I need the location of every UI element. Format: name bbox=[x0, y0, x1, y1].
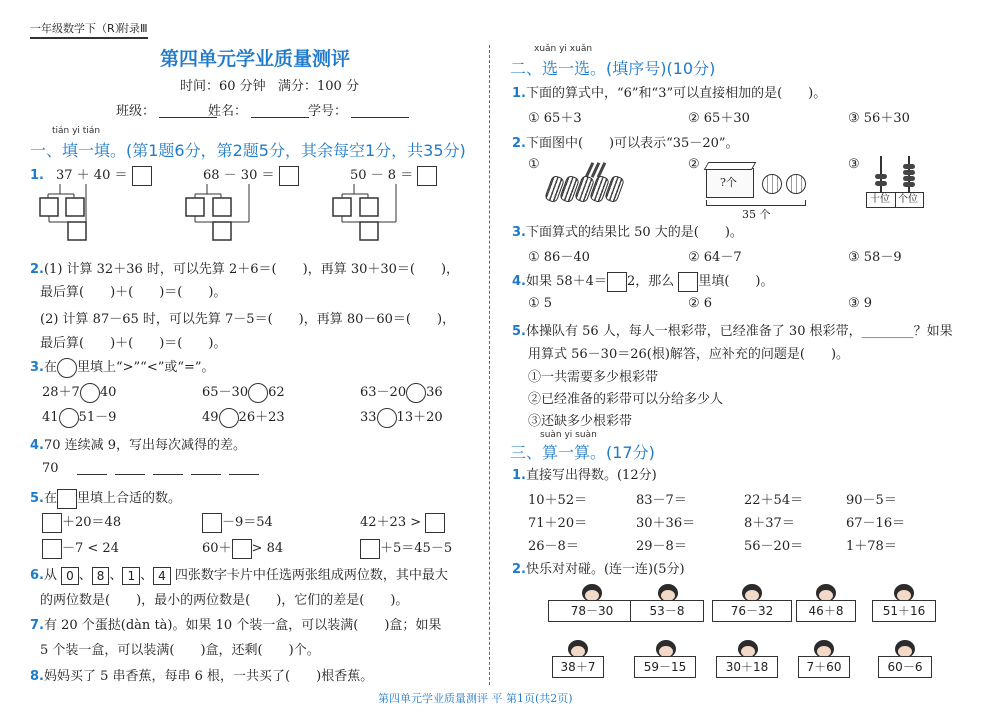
s2-q1-opt[interactable]: ① 65＋3 bbox=[528, 111, 582, 126]
q3-item: 65－30 62 bbox=[202, 381, 285, 403]
q1-number: 1. bbox=[30, 168, 44, 183]
s2-q5-line-1: 5.体操队有 56 人，每人一根彩带，已经准备了 30 根彩带，________？如果 bbox=[512, 324, 953, 339]
s2-q2-opt-1[interactable]: ① bbox=[528, 157, 540, 172]
s2-q5-opt[interactable]: ①一共需要多少根彩带 bbox=[528, 370, 659, 385]
corn-picture bbox=[548, 162, 623, 206]
q2-line-1: 2.(1) 计算 32＋36 时，可以先算 2＋6＝( )，再算 30＋30＝( )， bbox=[30, 262, 460, 277]
q1-split-diagram-2 bbox=[183, 182, 253, 244]
s2-q2: 2.下面图中( )可以表示“35－20”。 bbox=[512, 136, 739, 151]
q3-item: 28＋7 40 bbox=[42, 381, 116, 403]
s3-q2: 2.快乐对对碰。(连一连)(5分) bbox=[512, 562, 685, 577]
q5-prompt: 5.在 里填上合适的数。 bbox=[30, 487, 181, 509]
q5-item: 42＋23 > bbox=[360, 511, 445, 533]
q5-item: 60＋ > 84 bbox=[202, 537, 283, 559]
s2-q3-opt[interactable]: ② 64－7 bbox=[688, 250, 742, 265]
meta-class: 班级： bbox=[116, 100, 221, 119]
page-title: 第四单元学业质量测评 bbox=[160, 48, 351, 70]
calc-item: 83－7＝ bbox=[636, 493, 687, 508]
tens-label: 十位 bbox=[870, 194, 890, 205]
sec2-pinyin: xuǎn yi xuǎn bbox=[534, 44, 593, 54]
meta-time: 时间：60 分钟 bbox=[180, 79, 266, 94]
q2-line-3: (2) 计算 87－65 时，可以先算 7－5＝( )，再算 80－60＝( )， bbox=[40, 312, 456, 327]
q7-line-1: 7.有 20 个蛋挞(dàn tà)。如果 10 个装一盒，可以装满( )盒；如果 bbox=[30, 618, 442, 633]
s2-q3: 3.下面算式的结果比 50 大的是( )。 bbox=[512, 225, 743, 240]
header-series: 一年级数学下（R） bbox=[30, 22, 126, 35]
meta-name: 姓名： bbox=[208, 100, 313, 119]
s2-q5-opt[interactable]: ②已经准备的彩带可以分给多少人 bbox=[528, 392, 724, 407]
calc-item: 26－8＝ bbox=[528, 539, 579, 554]
match-top-card[interactable]: 53－8 bbox=[630, 584, 704, 624]
s2-q5-opt[interactable]: ③还缺多少根彩带 bbox=[528, 414, 633, 429]
match-bottom-card[interactable]: 7＋60 bbox=[798, 640, 850, 680]
digit-card: 4 bbox=[153, 567, 171, 585]
calc-item: 1＋78＝ bbox=[846, 539, 897, 554]
box-unknown-label: ?个 bbox=[720, 176, 737, 189]
calc-item: 67－16＝ bbox=[846, 516, 906, 531]
calc-item: 29－8＝ bbox=[636, 539, 687, 554]
q3-item: 33 13＋20 bbox=[360, 406, 443, 428]
digit-card: 1 bbox=[122, 567, 140, 585]
q4-blanks: 70 bbox=[42, 461, 263, 476]
meta-score: 满分：100 分 bbox=[278, 79, 359, 94]
match-top-card[interactable]: 76－32 bbox=[712, 584, 792, 624]
s2-q5-line-2: 用算式 56－30＝26(根)解答，应补充的问题是( )。 bbox=[528, 347, 850, 362]
s2-q4-opt[interactable]: ② 6 bbox=[688, 296, 713, 311]
s2-q4-opt[interactable]: ① 5 bbox=[528, 296, 553, 311]
s2-q2-opt-3[interactable]: ③ bbox=[848, 157, 860, 172]
q1-split-diagram-1 bbox=[38, 182, 98, 244]
q3-item: 63－20 36 bbox=[360, 381, 443, 403]
abacus-picture bbox=[866, 152, 926, 212]
q7-line-2: 5 个装一盒，可以装满( )盒，还剩( )个。 bbox=[40, 643, 320, 658]
q5-item: －9＝54 bbox=[202, 511, 273, 533]
s2-q2-opt-2[interactable]: ② bbox=[688, 157, 700, 172]
sec3-pinyin: suàn yi suàn bbox=[540, 430, 597, 440]
sec1-title: 一、填一填。(第1题6分，第2题5分，其余每空1分，共35分) bbox=[30, 141, 466, 160]
q3-prompt: 3.在 里填上“>”“<”或“=”。 bbox=[30, 356, 215, 378]
match-bottom-card[interactable]: 30＋18 bbox=[716, 640, 778, 680]
header-appendix: 附录Ⅲ bbox=[118, 22, 148, 35]
sec1-pinyin: tián yi tián bbox=[52, 126, 101, 136]
ones-label: 个位 bbox=[898, 194, 918, 205]
sec2-title: 二、选一选。(填序号)(10分) bbox=[510, 59, 716, 78]
q6-line-2: 的两位数是( )，最小的两位数是( )，它们的差是( )。 bbox=[40, 593, 409, 608]
digit-card: 0 bbox=[61, 567, 79, 585]
calc-item: 71＋20＝ bbox=[528, 516, 588, 531]
brace-label: 35 个 bbox=[742, 208, 771, 221]
sec3-title: 三、算一算。(17分) bbox=[510, 443, 655, 462]
q5-item: ＋5＝45－5 bbox=[360, 537, 452, 559]
meta-id: 学号： bbox=[308, 100, 413, 119]
match-bottom-card[interactable]: 38＋7 bbox=[552, 640, 604, 680]
match-top-card[interactable]: 78－30 bbox=[548, 584, 636, 624]
s2-q4: 4.如果 58＋4＝ 2，那么 里填( )。 bbox=[512, 270, 774, 292]
q3-item: 49 26＋23 bbox=[202, 406, 285, 428]
q1-expr-1: 37 ＋ 40 ＝ bbox=[56, 164, 152, 186]
match-top-card[interactable]: 46＋8 bbox=[796, 584, 856, 624]
q1-expr-2: 68 － 30 ＝ bbox=[203, 164, 299, 186]
s3-q1: 1.直接写出得数。(12分) bbox=[512, 468, 657, 483]
q1-split-diagram-3 bbox=[330, 182, 400, 244]
calc-item: 22＋54＝ bbox=[744, 493, 804, 508]
q6-line-1: 6.从 0 、 8 、 1 、 4 四张数字卡片中任选两张组成两位数，其中最大 bbox=[30, 568, 448, 583]
calc-item: 8＋37＝ bbox=[744, 516, 795, 531]
q3-item: 41 51－9 bbox=[42, 406, 116, 428]
calc-item: 90－5＝ bbox=[846, 493, 897, 508]
q2-line-2: 最后算( )＋( )＝( )。 bbox=[40, 285, 227, 300]
s2-q1-opt[interactable]: ② 65＋30 bbox=[688, 111, 750, 126]
calc-item: 56－20＝ bbox=[744, 539, 804, 554]
q5-item: ＋20＝48 bbox=[42, 511, 121, 533]
box-and-balls-picture bbox=[704, 160, 812, 220]
s2-q4-opt[interactable]: ③ 9 bbox=[848, 296, 873, 311]
digit-card: 8 bbox=[92, 567, 110, 585]
match-bottom-card[interactable]: 60－6 bbox=[878, 640, 932, 680]
match-top-card[interactable]: 51＋16 bbox=[872, 584, 936, 624]
match-bottom-card[interactable]: 59－15 bbox=[634, 640, 696, 680]
page-footer: 第四单元学业质量测评 平 第1页(共2页) bbox=[378, 692, 573, 705]
calc-item: 10＋52＝ bbox=[528, 493, 588, 508]
s2-q1-opt[interactable]: ③ 56＋30 bbox=[848, 111, 910, 126]
calc-item: 30＋36＝ bbox=[636, 516, 696, 531]
s2-q3-opt[interactable]: ① 86－40 bbox=[528, 250, 590, 265]
q2-line-4: 最后算( )＋( )＝( )。 bbox=[40, 336, 227, 351]
s2-q3-opt[interactable]: ③ 58－9 bbox=[848, 250, 902, 265]
q4-prompt: 4.70 连续减 9，写出每次减得的差。 bbox=[30, 438, 247, 453]
q1-expr-3: 50 － 8 ＝ bbox=[350, 164, 437, 186]
s2-q1: 1.下面的算式中，“6”和“3”可以直接相加的是( )。 bbox=[512, 86, 827, 101]
column-divider bbox=[489, 45, 490, 685]
q5-item: －7 < 24 bbox=[42, 537, 119, 559]
q8-line: 8.妈妈买了 5 串香蕉，每串 6 根，一共买了( )根香蕉。 bbox=[30, 669, 374, 684]
